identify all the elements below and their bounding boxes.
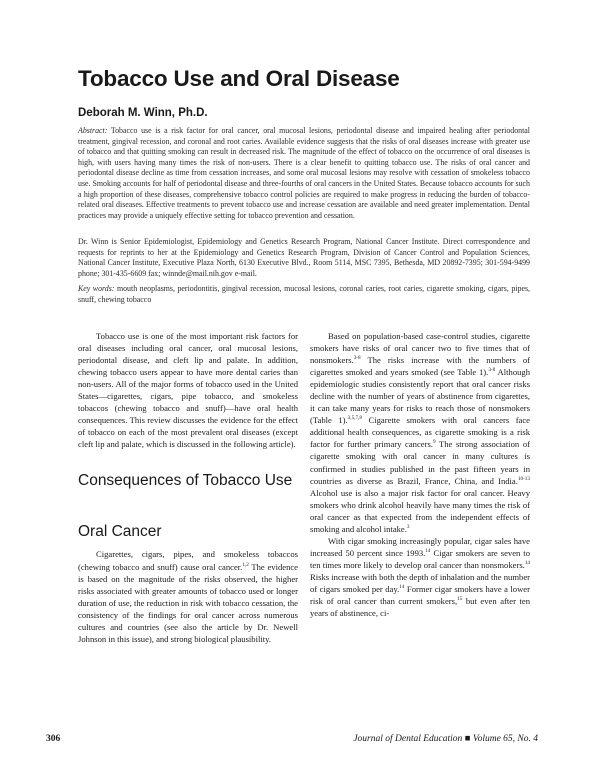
citation: 14	[524, 560, 530, 567]
text-run: Although epidemiologic studies consistently report that oral cancer risks decline with the number of years of abstinence from cigarettes, it can take many years for risks to reach those of nonsmokers (Table 1).	[310, 367, 531, 426]
text-run: Based on population-based case-control studies, cigarette smokers have risks of oral cancer two to five times that of nonsmokers.	[310, 331, 530, 366]
oral-cancer-paragraph-2	[310, 330, 530, 535]
intro-paragraph: Tobacco use is one of the most important risk factors for oral diseases including oral cancer, oral mucosal lesions, periodontal disease, and cleft lip and palate. In addition, chewing tobacco users appear to have more dental caries than non-users. All of the major forms of tobacco used in the United States—cigarettes, cigars, pipe tobacco, and smokeless tobaccos (chewing tobacco and snuff)—have oral health consequences. This review discusses the evidence for the effect of tobacco on each of the most prevalent oral diseases (except cleft lip and palate, which is discussed in the following article).	[78, 331, 298, 450]
abstract-label: Abstract:	[78, 126, 108, 135]
abstract	[78, 126, 530, 221]
keywords	[78, 284, 530, 305]
text-run: Alcohol use is also a major risk factor for oral cancer. Heavy smokers who drink alcohol heavily have many times the risk of oral cancer as that expected from the independent effects of smoking and alcohol intake.	[310, 487, 530, 534]
article-title: Tobacco Use and Oral Disease	[78, 66, 400, 91]
oral-cancer-paragraph-3	[310, 535, 530, 619]
citation: 9	[432, 439, 436, 446]
body-column-right	[310, 330, 530, 619]
text-run: Former cigar smokers have a lower risk of oral cancer than current smokers,	[310, 583, 530, 607]
text-run: Risks increase with both the depth of inhalation and the number of cigars smoked per day.	[310, 571, 530, 594]
citation: 3,5,7,8	[347, 415, 362, 422]
journal-info	[353, 732, 538, 746]
citation: 3-8	[353, 355, 361, 362]
body-column-left	[78, 330, 298, 645]
journal-volume: Volume 65, No. 4	[472, 734, 538, 744]
keywords-text: mouth neoplasms, periodontitis, gingival recession, mucosal lesions, coronal caries, root caries, cigarette smoking, cigars, pipes, snuff, chewing tobacco	[78, 284, 530, 304]
citation: 3	[406, 523, 410, 530]
text-run: Cigar smokers are seven to ten times more likely to develop oral cancer than nonsmokers.	[310, 547, 530, 570]
page-footer	[46, 732, 538, 746]
abstract-text: Tobacco use is a risk factor for oral cancer, oral mucosal lesions, periodontal disease and impaired healing after periodontal treatment, gingival recession, and coronal and root caries. Available evidence suggests that the risks of oral diseases increase with greater use of tobacco and that quitting smoking can result in decreased risk. The magnitude of the effect of tobacco on the occurrence of oral diseases is high, with users having many times the risk of non-users. There is a clear benefit to quitting tobacco use. The risks of oral cancer and periodontal disease decline as time from cessation increases, and some oral mucosal lesions may resolve with cessation of smokeless tobacco use. Smoking accounts for half of periodontal disease and three-fourths of oral cancers in the United States. Because tobacco accounts for such a high proportion of these diseases, comprehensive tobacco control policies are required to make progress in reducing the burden of tobacco-related oral diseases. Effective treatments to prevent tobacco use and increase cessation are available and need greater implementation. Dental practices may provide a uniquely effective setting for tobacco prevention and cessation.	[78, 126, 530, 220]
author-affiliation: Dr. Winn is Senior Epidemiologist, Epidemiology and Genetics Research Program, National Cancer Institute. Direct correspondence and requests for reprints to her at the Epidemiology and Genetics Research Program, Division of Cancer Control and Population Sciences, National Cancer Institute, Executive Plaza North, 6130 Executive Blvd., Room 5114, MSC 7395, Bethesda, MD 20892-7395; 301-594-9499 phone; 301-435-6609 fax; winnde@mail.nih.gov e-mail.	[78, 237, 530, 278]
oral-cancer-paragraph-1	[78, 548, 298, 644]
text-run: Cigarettes, cigars, pipes, and smokeless tobaccos (chewing tobacco and snuff) cause oral cancer.	[78, 549, 298, 572]
text-run: The risks increase with the numbers of cigarettes smoked and years smoked (see Table 1).	[310, 355, 530, 378]
keywords-label: Key words:	[78, 284, 115, 293]
text-run: With cigar smoking increasingly popular, cigar sales have increased 50 percent since 1993.	[310, 535, 530, 558]
page-number: 306	[46, 734, 61, 744]
citation: 14	[425, 547, 431, 554]
citation: 3-8	[488, 367, 496, 374]
journal-name: Journal of Dental Education	[353, 734, 463, 744]
text-run: but even after ten years of abstinence, ci-	[310, 596, 530, 619]
text-run: The strong association of cigarette smoking with oral cancer in many cultures is confirmed in studies published in the past fifteen years in countries as diverse as Brazil, France, China, and India.	[310, 439, 530, 486]
citation: 10-13	[517, 475, 530, 482]
citation: 14	[399, 584, 405, 591]
section-heading-consequences: Consequences of Tobacco Use	[78, 472, 293, 490]
text-run: The evidence is based on the magnitude of the risks observed, the higher risks associated with greater amounts of tobacco used or longer duration of use, the reduction in risk with tobacco cessation, the consistency of the findings for oral cancer across numerous cultures and countries (see also the article by Dr. Newell Johnson in this issue), and strong biological plausibility.	[78, 561, 298, 644]
author-name: Deborah M. Winn, Ph.D.	[78, 107, 208, 119]
separator-icon: ■	[462, 734, 473, 744]
citation: 1,2	[242, 561, 249, 568]
text-run: Cigarette smokers with oral cancers face additional health consequences, as cigarette smoking is a risk factor for further primary cancers.	[310, 415, 531, 450]
citation: 15	[457, 596, 463, 603]
subsection-heading-oral-cancer: Oral Cancer	[78, 523, 162, 541]
